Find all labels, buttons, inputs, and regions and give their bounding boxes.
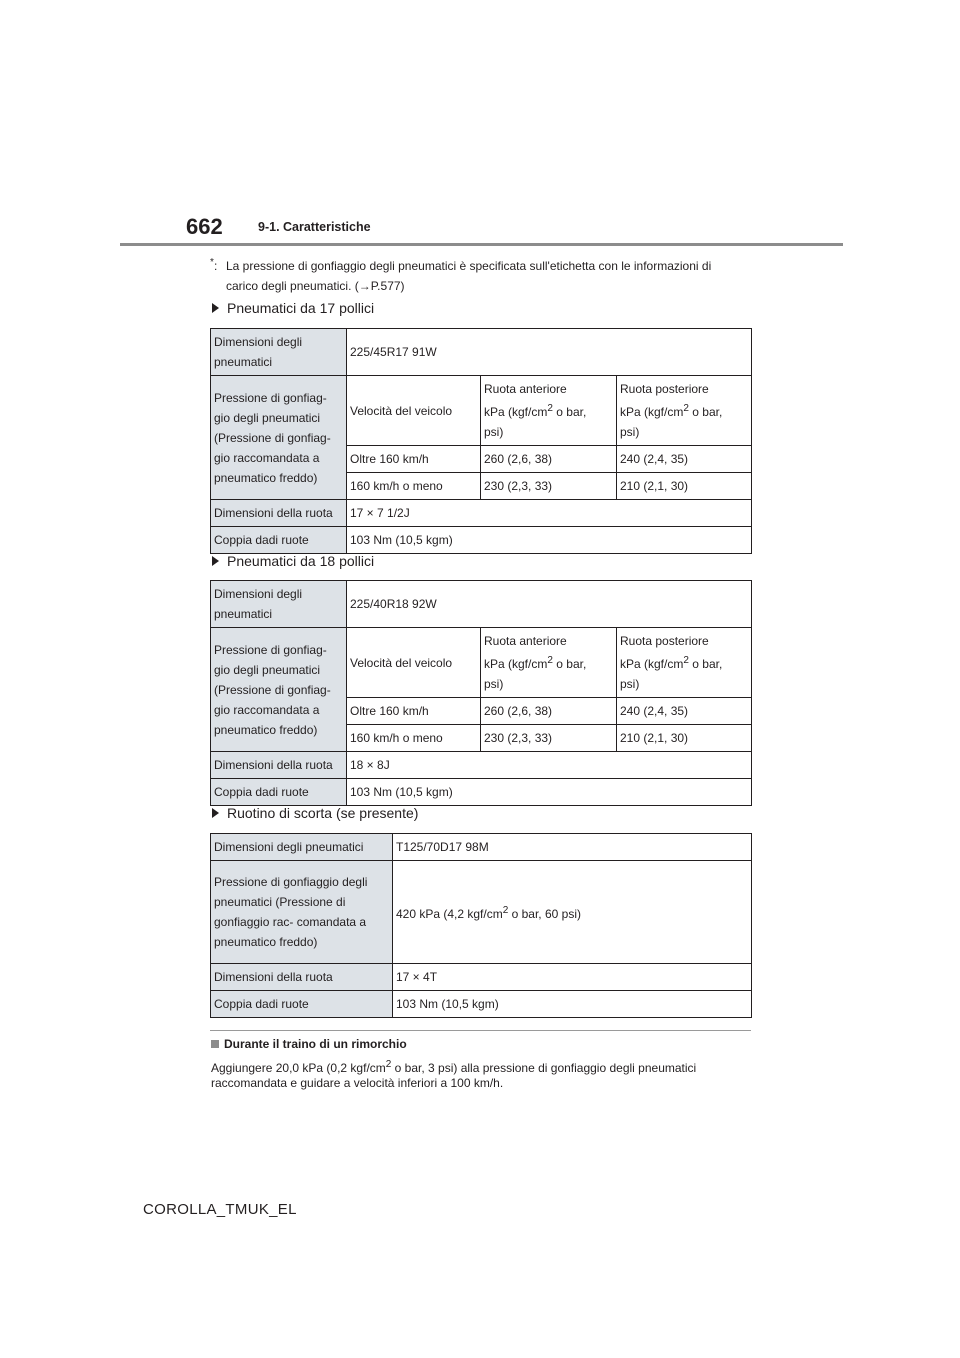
front-header-unit: kPa (kgf/cm [484,657,548,671]
front-header-line-3: psi) [484,677,504,691]
front-header-line-3: psi) [484,425,504,439]
heading-17-inch [212,300,374,316]
speed-value: 160 km/h o meno [347,725,481,752]
rear-header-unit-2: o bar, [688,405,723,419]
front-header-unit-2: o bar, [552,405,587,419]
footnote-line-2: carico degli pneumatici. (→P.577) [226,279,405,293]
speed-header: Velocità del veicolo [347,628,481,698]
rear-header-line-2 [620,651,748,674]
torque-value: 103 Nm (10,5 kgm) [393,991,752,1018]
triangle-bullet-icon [212,303,219,313]
tire-size-label: Dimensioni degli pneumatici [211,329,347,376]
torque-value: 103 Nm (10,5 kgm) [347,779,752,806]
rear-header-line-1: Ruota posteriore [620,634,709,648]
tire-size-value: T125/70D17 98M [393,834,752,861]
page-number: 662 [186,214,223,239]
rear-header-line-2 [620,399,748,422]
table-row [211,752,752,779]
front-header-unit-2: o bar, [552,657,587,671]
front-header-line-1: Ruota anteriore [484,634,567,648]
pressure-value-sup: 2 [502,904,509,916]
triangle-bullet-icon [212,556,219,566]
rear-header-line-1: Ruota posteriore [620,382,709,396]
tire-size-value: 225/45R17 91W [347,329,752,376]
note-title-text: Durante il traino di un rimorchio [224,1037,407,1051]
note-body-part-2: o bar, 3 psi) alla pressione di gonfiaggio degli pneumatici raccomandata e guidare a velocità inferiori a 100 km/h. [211,1061,697,1090]
rear-wheel-header [617,628,752,698]
table-row [211,779,752,806]
rear-pressure-value: 210 (2,1, 30) [617,473,752,500]
speed-value: Oltre 160 km/h [347,446,481,473]
rear-header-unit: kPa (kgf/cm [620,657,684,671]
note-body-part-1: Aggiungere 20,0 kPa (0,2 kgf/cm [211,1061,386,1075]
front-header-line-2 [484,651,613,674]
wheel-size-label: Dimensioni della ruota [211,964,393,991]
pressure-label: Pressione di gonfiag- gio degli pneumatici (Pressione di gonfiag- gio raccomandata a pneumatico freddo) [211,628,347,752]
torque-label: Coppia dadi ruote [211,527,347,554]
heading-spare-tire [212,805,418,821]
rear-header-sup: 2 [683,655,689,666]
rear-header-line-3: psi) [620,677,640,691]
spec-table-17-inch [210,328,752,554]
rear-header-line-3: psi) [620,425,640,439]
table-row [211,628,752,698]
wheel-size-value: 18 × 8J [347,752,752,779]
speed-value: 160 km/h o meno [347,473,481,500]
front-header-unit: kPa (kgf/cm [484,405,548,419]
heading-18-inch [212,553,374,569]
wheel-size-value: 17 × 4T [393,964,752,991]
footnote-asterisk: * [210,257,214,268]
table-row [211,500,752,527]
heading-17-inch-text: Pneumatici da 17 pollici [227,300,375,316]
front-pressure-value: 260 (2,6, 38) [481,446,617,473]
front-pressure-value: 260 (2,6, 38) [481,698,617,725]
heading-spare-tire-text: Ruotino di scorta (se presente) [227,805,419,821]
wheel-size-label: Dimensioni della ruota [211,500,347,527]
table-row [211,991,752,1018]
table-row [211,834,752,861]
table-row [211,581,752,628]
front-header-sup: 2 [547,655,553,666]
pressure-value-part-2: o bar, 60 psi) [508,906,581,921]
front-pressure-value: 230 (2,3, 33) [481,725,617,752]
header-rule [120,243,843,246]
pressure-value [393,861,752,964]
heading-18-inch-text: Pneumatici da 18 pollici [227,553,375,569]
footnote-colon: : [214,259,218,273]
rear-header-unit: kPa (kgf/cm [620,405,684,419]
speed-value: Oltre 160 km/h [347,698,481,725]
wheel-size-value: 17 × 7 1/2J [347,500,752,527]
front-pressure-value: 230 (2,3, 33) [481,473,617,500]
note-body-sup: 2 [385,1059,392,1070]
table-row [211,861,752,964]
front-wheel-header [481,376,617,446]
wheel-size-label: Dimensioni della ruota [211,752,347,779]
square-bullet-icon [211,1040,219,1048]
front-header-line-1: Ruota anteriore [484,382,567,396]
pressure-label: Pressione di gonfiaggio degli pneumatici (Pressione di gonfiaggio rac- comandata a pneumatico freddo) [211,861,393,964]
rear-header-unit-2: o bar, [688,657,723,671]
torque-label: Coppia dadi ruote [211,779,347,806]
note-body [211,1057,756,1091]
tire-size-value: 225/40R18 92W [347,581,752,628]
rear-pressure-value: 210 (2,1, 30) [617,725,752,752]
table-row [211,527,752,554]
front-wheel-header [481,628,617,698]
footnote-line-1: La pressione di gonfiaggio degli pneumatici è specificata sull'etichetta con le informazioni di [226,259,712,273]
rear-header-sup: 2 [683,403,689,414]
tire-size-label: Dimensioni degli pneumatici [211,581,347,628]
rear-pressure-value: 240 (2,4, 35) [617,698,752,725]
rear-wheel-header [617,376,752,446]
table-row [211,964,752,991]
table-row [211,376,752,446]
pressure-label: Pressione di gonfiag- gio degli pneumatici (Pressione di gonfiag- gio raccomandata a pneumatico freddo) [211,376,347,500]
note-title [211,1037,407,1051]
speed-header: Velocità del veicolo [347,376,481,446]
torque-label: Coppia dadi ruote [211,991,393,1018]
footer-model-code: COROLLA_TMUK_EL [143,1201,297,1218]
front-header-sup: 2 [547,403,553,414]
spec-table-18-inch [210,580,752,806]
spec-table-spare-tire [210,833,752,1018]
rear-pressure-value: 240 (2,4, 35) [617,446,752,473]
section-title: 9-1. Caratteristiche [258,220,371,234]
torque-value: 103 Nm (10,5 kgm) [347,527,752,554]
front-header-line-2 [484,399,613,422]
triangle-bullet-icon [212,808,219,818]
tire-size-label: Dimensioni degli pneumatici [211,834,393,861]
table-row [211,329,752,376]
note-separator [210,1030,751,1031]
pressure-value-part-1: 420 kPa (4,2 kgf/cm [396,906,503,921]
